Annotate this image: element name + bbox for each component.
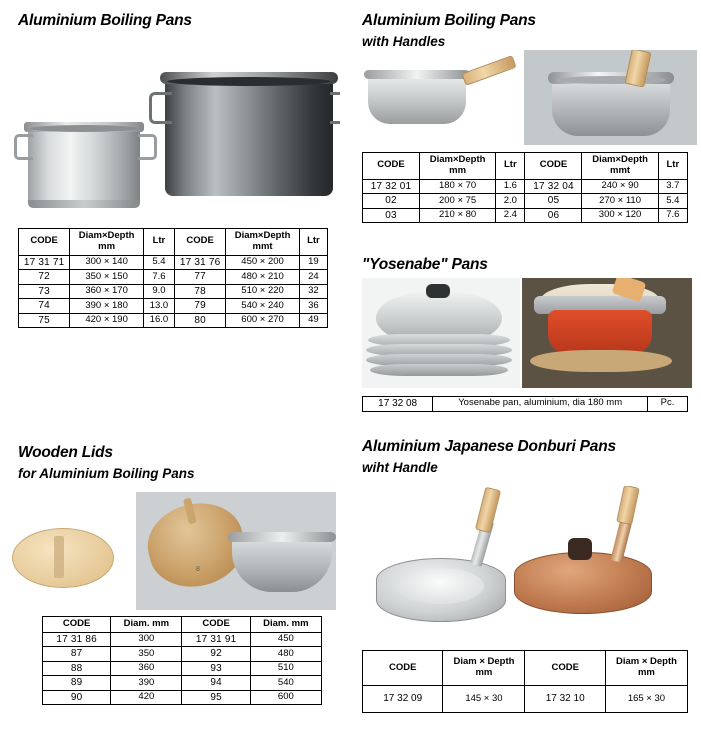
th-dim-1 — [443, 651, 525, 686]
th-dim-2 — [226, 229, 300, 256]
cell-ltr: 3.7 — [658, 179, 687, 194]
cell-code: 92 — [182, 647, 250, 662]
handle-pan-body — [368, 74, 466, 124]
table-header-row — [19, 229, 328, 256]
th-code-1: CODE — [363, 153, 420, 180]
aluminium-pot-opening — [30, 125, 138, 132]
photo-left-panel — [362, 60, 522, 145]
section-title-donburi: Aluminium Japanese Donburi Pans — [362, 438, 616, 455]
section-title-boiling-pans-handles: Aluminium Boiling Pans — [362, 12, 536, 29]
table-row — [43, 661, 322, 676]
cell-dim: 300 × 140 — [70, 255, 144, 270]
stainless-pot-opening — [167, 77, 331, 86]
th-ltr-2: Ltr — [299, 229, 327, 256]
yosenabe-wood-board — [530, 350, 672, 372]
cell-ltr: 5.4 — [658, 194, 687, 209]
th-ltr-1: Ltr — [143, 229, 174, 256]
table-row — [43, 690, 322, 705]
section-subtitle-donburi: wiht Handle — [362, 460, 438, 475]
handle-pan-rim — [364, 70, 470, 79]
th-dim-1-unit: mm — [98, 240, 116, 252]
table-row — [19, 284, 328, 299]
table-row — [19, 299, 328, 314]
th-code-1: CODE — [363, 651, 443, 686]
th-code-2: CODE — [525, 153, 582, 180]
th-ltr-1: Ltr — [496, 153, 525, 180]
photo-lid-on-pan — [136, 492, 336, 610]
cell-code: 06 — [525, 208, 582, 223]
aluminium-pan-rim — [228, 532, 336, 542]
table-row — [43, 676, 322, 691]
th-dim-2-label: Diam×Depth — [592, 154, 648, 165]
cell-diam: 350 — [111, 647, 182, 662]
cell-diam: 300 — [111, 632, 182, 647]
cell-diam: 450 — [250, 632, 321, 647]
table-row — [19, 313, 328, 328]
section-subtitle-wooden-lids: for Aluminium Boiling Pans — [18, 466, 195, 481]
wooden-handle-left-pan — [461, 55, 516, 86]
cell-code: 17 32 04 — [525, 179, 582, 194]
donburi-lid-knob — [568, 538, 592, 560]
cell-ltr: 36 — [299, 299, 327, 314]
table-row — [363, 179, 688, 194]
cell-dim: 200 × 75 — [419, 194, 495, 209]
th-code-2: CODE — [525, 651, 605, 686]
left-column — [0, 0, 345, 745]
th-dim-1-label: Diam×Depth — [429, 154, 486, 165]
th-dim-2-unit: mmt — [252, 240, 273, 252]
photo-yosenabe-left — [362, 278, 520, 388]
cell-dim: 270 × 110 — [582, 194, 658, 209]
cell-code: 73 — [19, 284, 70, 299]
handle-pan-opening-2 — [556, 76, 666, 84]
section-title-yosenabe: "Yosenabe" Pans — [362, 256, 488, 273]
right-column — [352, 0, 701, 745]
aluminium-pot-base — [28, 200, 140, 208]
th-dim-2-unit: mmt — [610, 164, 631, 176]
cell-unit: Pc. — [648, 397, 688, 412]
handle-pan-body-2 — [552, 78, 670, 136]
cell-dim: 180 × 70 — [419, 179, 495, 194]
cell-ltr: 16.0 — [143, 313, 174, 328]
th-dim-2 — [582, 153, 658, 180]
section-title-wooden-lids: Wooden Lids — [18, 444, 113, 461]
cell-code: 17 31 71 — [19, 255, 70, 270]
cell-code: 77 — [174, 270, 225, 285]
table-boiling-pans-handles — [362, 152, 688, 223]
photo-donburi — [362, 486, 692, 636]
cell-diam: 420 — [111, 690, 182, 705]
table-header-row — [43, 617, 322, 633]
cell-ltr: 9.0 — [143, 284, 174, 299]
table-wooden-lids — [42, 616, 322, 705]
table-row — [363, 208, 688, 223]
aluminium-pot-handle-left — [14, 134, 33, 160]
th-code-1: CODE — [19, 229, 70, 256]
cell-code: 94 — [182, 676, 250, 691]
cell-ltr: 32 — [299, 284, 327, 299]
cell-code: 17 32 09 — [363, 686, 443, 713]
cell-diam: 480 — [250, 647, 321, 662]
cell-code: 17 32 10 — [525, 686, 605, 713]
cell-code: 89 — [43, 676, 111, 691]
photo-pans-with-handles — [362, 50, 697, 145]
cell-code: 17 31 86 — [43, 632, 111, 647]
cell-code: 93 — [182, 661, 250, 676]
section-title-boiling-pans: Aluminium Boiling Pans — [18, 12, 192, 29]
cell-code: 78 — [174, 284, 225, 299]
cell-diam: 510 — [250, 661, 321, 676]
th-dim-1-unit: mm — [475, 667, 493, 678]
th-code-1: CODE — [43, 617, 111, 633]
cell-code: 05 — [525, 194, 582, 209]
section-subtitle-boiling-pans-handles: with Handles — [362, 34, 446, 49]
cell-ltr: 49 — [299, 313, 327, 328]
cell-code: 90 — [43, 690, 111, 705]
donburi-copper-lid — [514, 552, 652, 614]
cell-code: 03 — [363, 208, 420, 223]
cell-code: 80 — [174, 313, 225, 328]
th-dim-1-label: Diam×Depth — [78, 230, 135, 241]
table-row — [19, 255, 328, 270]
cell-code: 87 — [43, 647, 111, 662]
cell-diam: 390 — [111, 676, 182, 691]
aluminium-pot-handle-right — [138, 134, 157, 160]
cell-code: 17 32 08 — [363, 397, 433, 412]
aluminium-pan-under-lid — [232, 536, 332, 592]
donburi-wooden-handle — [475, 487, 501, 534]
th-dim-2-unit: mm — [637, 667, 655, 678]
cell-dim: 300 × 120 — [582, 208, 658, 223]
cell-dim: 360 × 170 — [70, 284, 144, 299]
yosenabe-stack-4 — [370, 364, 508, 376]
table-row — [19, 270, 328, 285]
photo-wooden-lids — [6, 490, 336, 610]
cell-dim: 350 × 150 — [70, 270, 144, 285]
cell-dim: 240 × 90 — [582, 179, 658, 194]
photo-boiling-pans — [10, 30, 340, 220]
table-yosenabe — [362, 396, 688, 412]
cell-code: 74 — [19, 299, 70, 314]
cell-diam: 540 — [250, 676, 321, 691]
th-diam-2: Diam. mm — [250, 617, 321, 633]
th-code-2: CODE — [174, 229, 225, 256]
cell-code: 79 — [174, 299, 225, 314]
cell-dim: 600 × 270 — [226, 313, 300, 328]
stainless-pot-handle-right — [330, 92, 340, 124]
cell-code: 95 — [182, 690, 250, 705]
cell-dim: 480 × 210 — [226, 270, 300, 285]
cell-dim: 145 × 30 — [443, 686, 525, 713]
cell-dim: 540 × 240 — [226, 299, 300, 314]
cell-ltr: 1.6 — [496, 179, 525, 194]
th-dim-2 — [605, 651, 687, 686]
photo-right-panel — [524, 50, 697, 145]
th-dim-1-label: Diam × Depth — [453, 656, 515, 668]
th-code-2: CODE — [182, 617, 250, 633]
th-diam-1: Diam. mm — [111, 617, 182, 633]
cell-ltr: 2.0 — [496, 194, 525, 209]
table-row — [363, 397, 688, 412]
cell-description: Yosenabe pan, aluminium, dia 180 mm — [433, 397, 648, 412]
aluminium-pot-body — [28, 128, 140, 206]
cell-diam: 600 — [250, 690, 321, 705]
cell-ltr: 2.4 — [496, 208, 525, 223]
th-dim-1-unit: mm — [449, 164, 467, 176]
stainless-pot-body — [165, 78, 333, 196]
table-boiling-pans — [18, 228, 328, 328]
th-dim-1 — [419, 153, 495, 180]
wooden-lid-seam — [54, 536, 64, 578]
cell-ltr: 5.4 — [143, 255, 174, 270]
cell-code: 75 — [19, 313, 70, 328]
cell-dim: 450 × 200 — [226, 255, 300, 270]
table-donburi — [362, 650, 688, 713]
cell-code: 17 31 91 — [182, 632, 250, 647]
cell-code: 02 — [363, 194, 420, 209]
th-dim-2-label: Diam × Depth — [615, 656, 677, 668]
th-dim-2-label: Diam×Depth — [234, 230, 291, 241]
cell-dim: 165 × 30 — [605, 686, 687, 713]
cell-ltr: 7.6 — [143, 270, 174, 285]
yosenabe-burner — [548, 310, 652, 354]
table-row — [43, 647, 322, 662]
cell-dim: 210 × 80 — [419, 208, 495, 223]
table-row — [363, 686, 688, 713]
table-row — [43, 632, 322, 647]
donburi-wooden-handle-2 — [616, 486, 640, 525]
cell-dim: 510 × 220 — [226, 284, 300, 299]
cell-dim: 420 × 190 — [70, 313, 144, 328]
photo-yosenabe-right — [522, 278, 692, 388]
cell-code: 17 31 76 — [174, 255, 225, 270]
table-header-row — [363, 153, 688, 180]
cell-ltr: 24 — [299, 270, 327, 285]
donburi-pan-inner — [396, 568, 484, 604]
cell-code: 72 — [19, 270, 70, 285]
th-dim-1 — [70, 229, 144, 256]
stainless-pot-handle-left — [149, 92, 172, 124]
cell-diam: 360 — [111, 661, 182, 676]
th-ltr-2: Ltr — [658, 153, 687, 180]
cell-ltr: 19 — [299, 255, 327, 270]
table-row — [363, 194, 688, 209]
cell-dim: 390 × 180 — [70, 299, 144, 314]
cell-ltr: 7.6 — [658, 208, 687, 223]
cell-ltr: 13.0 — [143, 299, 174, 314]
photo-yosenabe — [362, 278, 692, 388]
table-header-row — [363, 651, 688, 686]
photo-watermark: 8 — [196, 566, 200, 573]
cell-code: 88 — [43, 661, 111, 676]
cell-code: 17 32 01 — [363, 179, 420, 194]
yosenabe-knob — [426, 284, 450, 298]
